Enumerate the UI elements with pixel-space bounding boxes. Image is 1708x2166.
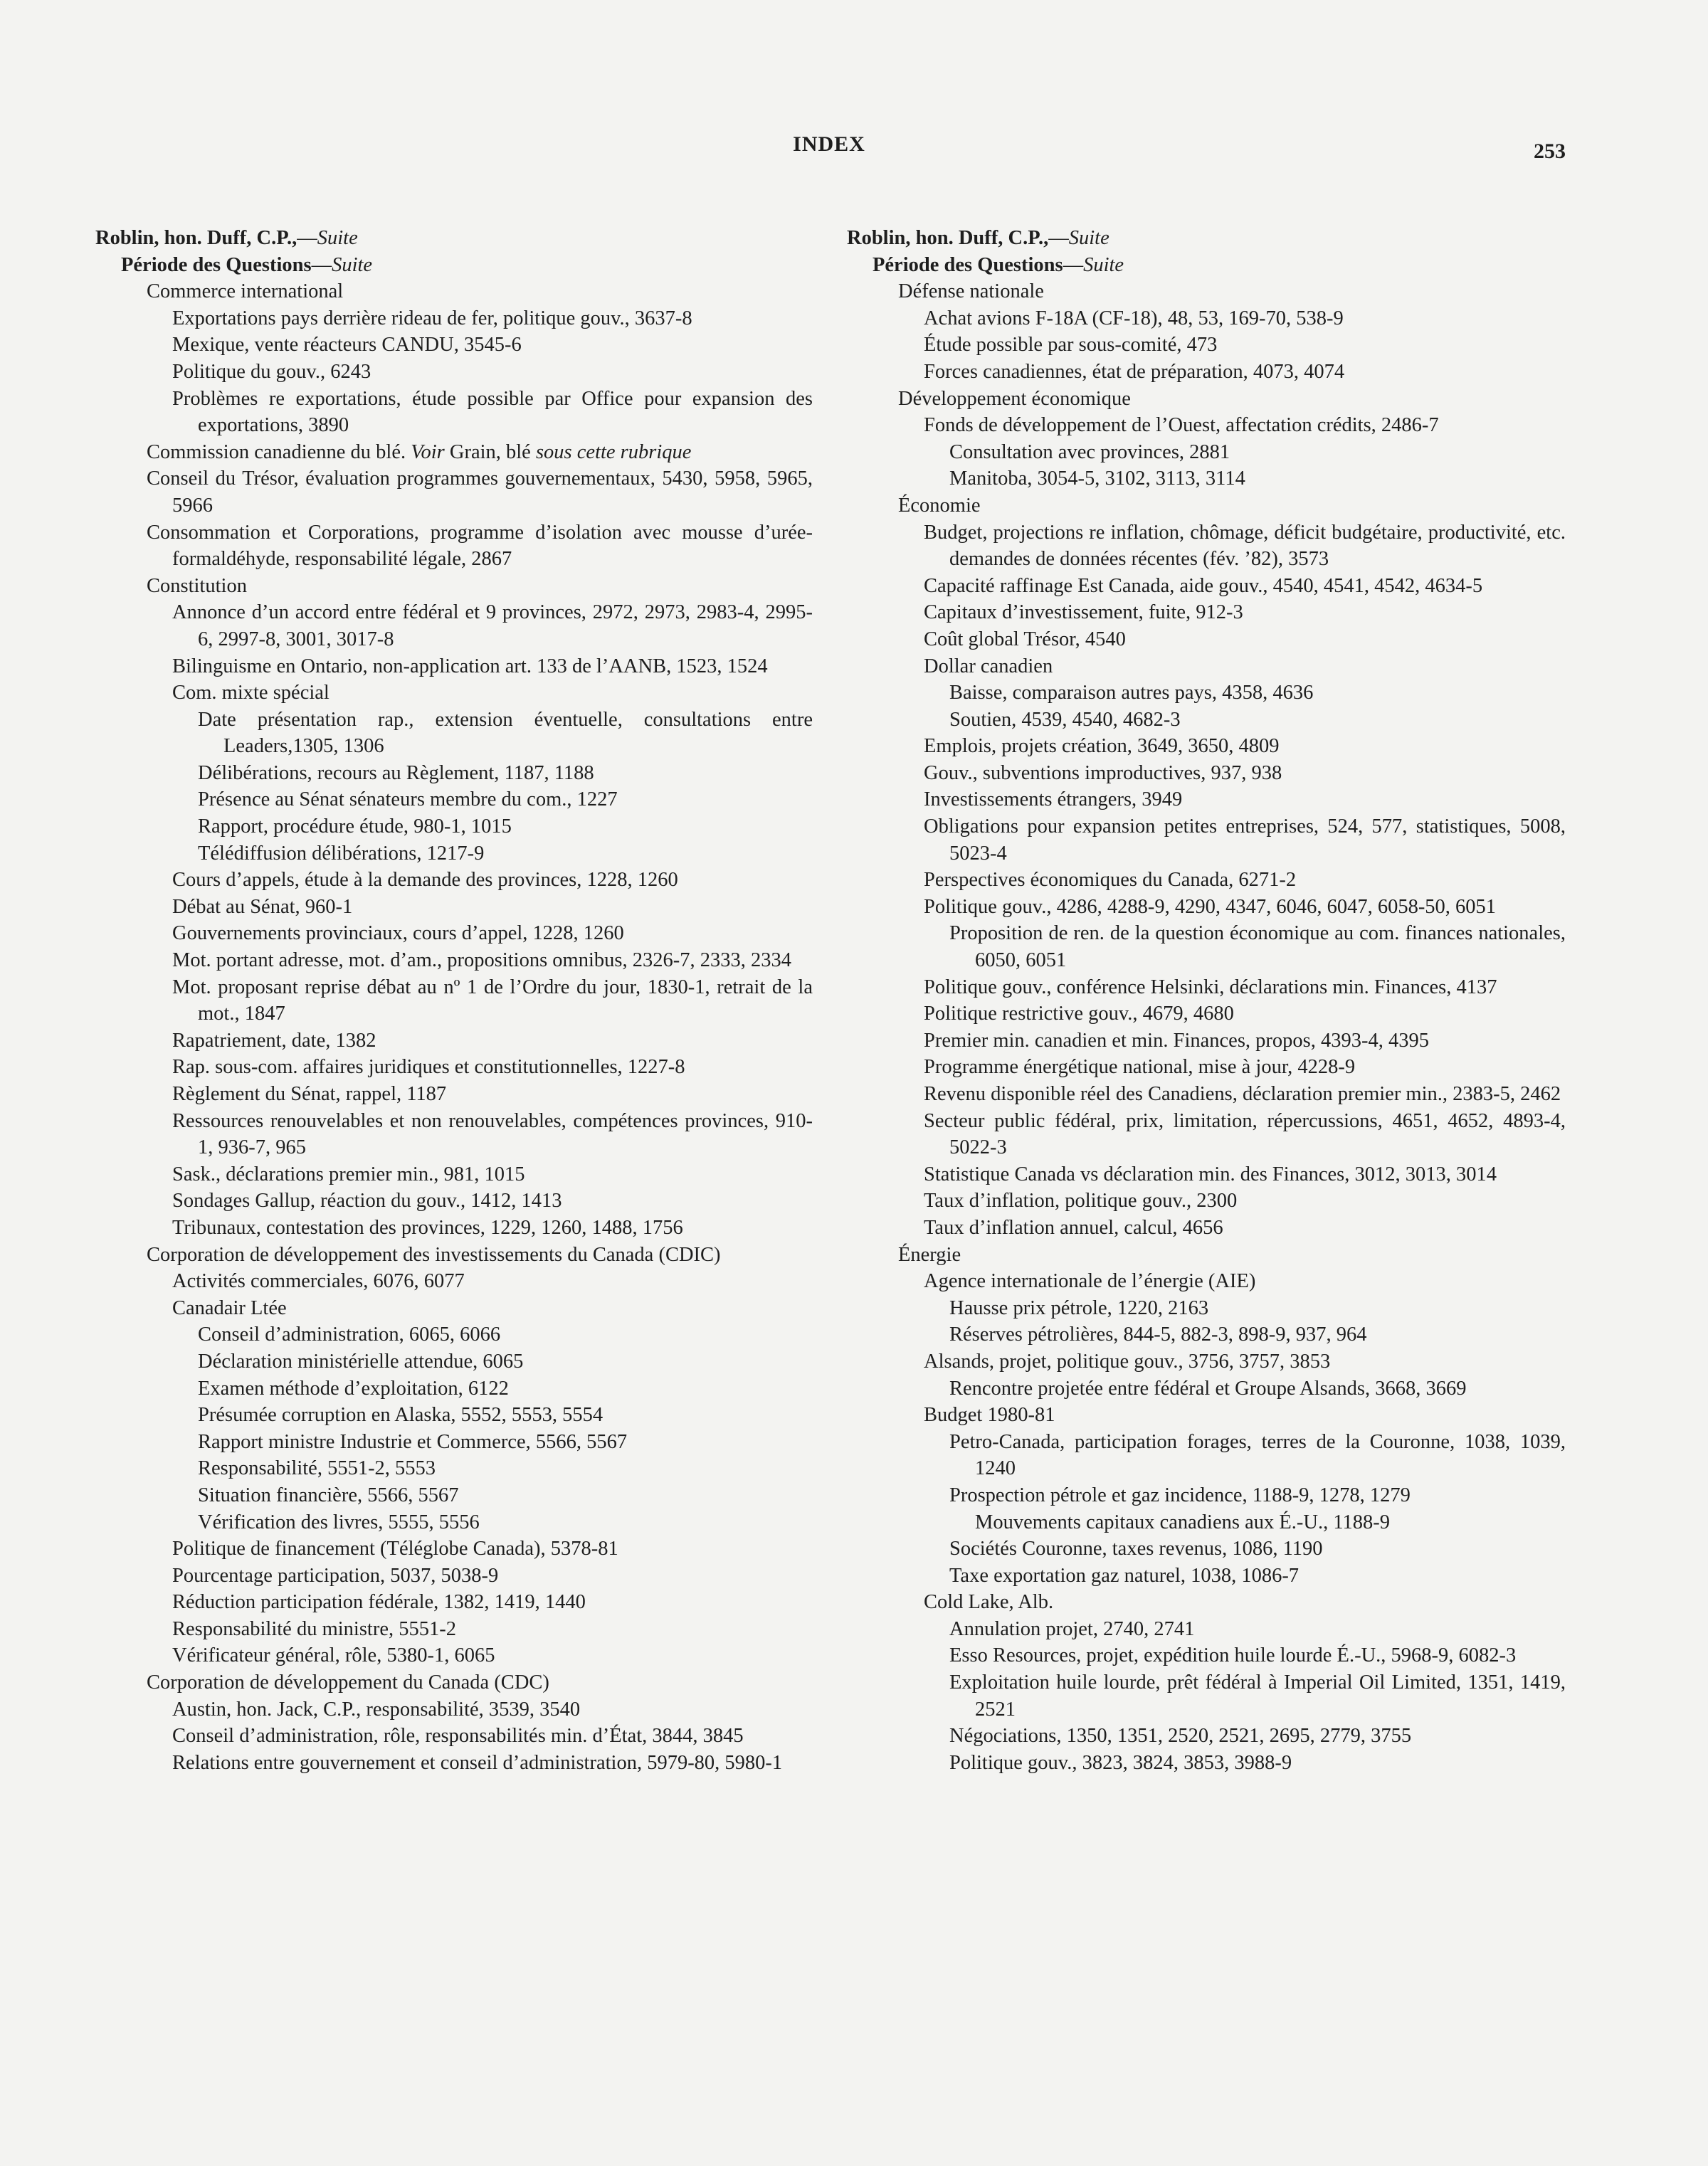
entry-text: Sask., déclarations premier min., 981, 1015 bbox=[172, 1163, 525, 1185]
index-entry bbox=[172, 653, 813, 680]
index-entry bbox=[147, 439, 813, 466]
entry-text: Rap. sous-com. affaires juridiques et constitutionnelles, 1227-8 bbox=[172, 1056, 685, 1079]
index-entry bbox=[924, 626, 1566, 653]
entry-text: Rapport ministre Industrie et Commerce, 5566, 5567 bbox=[198, 1430, 628, 1453]
entry-text: Obligations pour expansion petites entreprises, 524, 577, statistiques, 5008, 5023-4 bbox=[924, 815, 1566, 865]
index-entry bbox=[924, 1054, 1566, 1081]
index-entry bbox=[147, 1669, 813, 1696]
index-entry bbox=[198, 1321, 813, 1348]
index-entry bbox=[198, 840, 813, 867]
index-entry bbox=[949, 1482, 1566, 1509]
index-entry bbox=[949, 1669, 1566, 1723]
index-entry bbox=[172, 386, 813, 439]
entry-text: Exportations pays derrière rideau de fer, politique gouv., 3637-8 bbox=[172, 307, 692, 329]
index-entry bbox=[172, 1536, 813, 1563]
index-entry bbox=[172, 680, 813, 707]
entry-text: Déclaration ministérielle attendue, 6065 bbox=[198, 1350, 524, 1373]
index-entry bbox=[172, 894, 813, 921]
entry-text: — bbox=[1048, 227, 1069, 249]
entry-text: Problèmes re exportations, étude possible par Office pour expansion des exportations, 3890 bbox=[172, 387, 813, 437]
entry-text: Mot. portant adresse, mot. d’am., propositions omnibus, 2326-7, 2333, 2334 bbox=[172, 949, 791, 972]
index-entry bbox=[924, 1081, 1566, 1108]
entry-text: Revenu disponible réel des Canadiens, déclaration premier min., 2383-5, 2462 bbox=[924, 1083, 1561, 1105]
entry-text: Politique de financement (Téléglobe Canada), 5378-81 bbox=[172, 1538, 618, 1560]
entry-text: Annulation projet, 2740, 2741 bbox=[949, 1617, 1195, 1640]
entry-text: Voir bbox=[411, 440, 445, 463]
entry-text: Manitoba, 3054-5, 3102, 3113, 3114 bbox=[949, 467, 1245, 490]
index-entry bbox=[924, 1215, 1566, 1242]
index-entry bbox=[924, 1268, 1566, 1295]
entry-text: Étude possible par sous-comité, 473 bbox=[924, 334, 1218, 356]
entry-text: Examen méthode d’exploitation, 6122 bbox=[198, 1377, 509, 1400]
entry-text: Consommation et Corporations, programme d’isolation avec mousse d’urée-formaldéhyde, responsabilité légale, 2867 bbox=[147, 521, 813, 571]
entry-text: Pourcentage participation, 5037, 5038-9 bbox=[172, 1564, 499, 1587]
entry-text: Roblin, hon. Duff, C.P., bbox=[847, 227, 1049, 249]
entry-text: Taux d’inflation annuel, calcul, 4656 bbox=[924, 1216, 1223, 1239]
index-entry bbox=[924, 1402, 1566, 1429]
entry-text: Rencontre projetée entre fédéral et Groupe Alsands, 3668, 3669 bbox=[949, 1377, 1467, 1400]
entry-text: Responsabilité du ministre, 5551-2 bbox=[172, 1617, 456, 1640]
entry-text: Sondages Gallup, réaction du gouv., 1412, 1413 bbox=[172, 1190, 562, 1213]
index-entry bbox=[172, 1295, 813, 1322]
index-entry bbox=[924, 1000, 1566, 1027]
index-entry bbox=[147, 573, 813, 600]
index-entry bbox=[172, 1054, 813, 1081]
index-entry bbox=[147, 1242, 813, 1269]
index-entry bbox=[198, 786, 813, 813]
index-entry bbox=[949, 1616, 1566, 1643]
entry-text: Annonce d’un accord entre fédéral et 9 provinces, 2972, 2973, 2983-4, 2995-6, 2997-8, 3001, 3017-8 bbox=[172, 601, 813, 650]
index-entry bbox=[172, 1696, 813, 1723]
entry-text: — bbox=[297, 227, 317, 249]
index-entry bbox=[949, 920, 1566, 973]
index-entry bbox=[924, 1108, 1566, 1161]
entry-text: Exploitation huile lourde, prêt fédéral à Imperial Oil Limited, 1351, 1419, 2521 bbox=[949, 1671, 1566, 1721]
entry-text: Suite bbox=[317, 227, 358, 249]
entry-text: Énergie bbox=[898, 1243, 961, 1266]
entry-text: Politique gouv., 4286, 4288-9, 4290, 4347, 6046, 6047, 6058-50, 6051 bbox=[924, 895, 1497, 918]
index-heading bbox=[847, 225, 1566, 252]
index-entry bbox=[172, 1108, 813, 1161]
entry-text: Budget, projections re inflation, chômage, déficit budgétaire, productivité, etc. demandes de données récentes (fév. ’82), 3573 bbox=[924, 521, 1566, 571]
entry-text: Responsabilité, 5551-2, 5553 bbox=[198, 1457, 436, 1480]
entry-text: Taux d’inflation, politique gouv., 2300 bbox=[924, 1190, 1238, 1213]
entry-text: Économie bbox=[898, 494, 981, 517]
index-entry bbox=[949, 1563, 1566, 1590]
entry-text: Forces canadiennes, état de préparation, 4073, 4074 bbox=[924, 360, 1345, 383]
index-entry bbox=[172, 1589, 813, 1616]
entry-text: Alsands, projet, politique gouv., 3756, 3757, 3853 bbox=[924, 1350, 1331, 1373]
index-entry bbox=[172, 1642, 813, 1669]
entry-text: Développement économique bbox=[898, 387, 1131, 410]
index-entry bbox=[924, 412, 1566, 439]
entry-text: Délibérations, recours au Règlement, 1187, 1188 bbox=[198, 761, 594, 784]
entry-text: Gouv., subventions improductives, 937, 938 bbox=[924, 761, 1282, 784]
entry-text: Conseil d’administration, 6065, 6066 bbox=[198, 1324, 501, 1346]
index-entry bbox=[172, 1268, 813, 1295]
index-entry bbox=[172, 1215, 813, 1242]
index-entry bbox=[172, 332, 813, 359]
index-entry bbox=[924, 305, 1566, 332]
index-entry bbox=[924, 1161, 1566, 1188]
entry-text: Mot. proposant reprise débat au nº 1 de l’Ordre du jour, 1830-1, retrait de la mot., 1847 bbox=[172, 976, 813, 1025]
entry-text: Conseil du Trésor, évaluation programmes gouvernementaux, 5430, 5958, 5965, 5966 bbox=[147, 467, 813, 517]
entry-text: — bbox=[311, 253, 332, 276]
entry-text: Règlement du Sénat, rappel, 1187 bbox=[172, 1083, 447, 1105]
entry-text: Roblin, hon. Duff, C.P., bbox=[95, 227, 297, 249]
index-entry bbox=[924, 519, 1566, 573]
entry-text: Bilinguisme en Ontario, non-application art. 133 de l’AANB, 1523, 1524 bbox=[172, 655, 768, 677]
entry-text: Commerce international bbox=[147, 280, 344, 303]
entry-text: Com. mixte spécial bbox=[172, 682, 330, 704]
entry-text: Fonds de développement de l’Ouest, affectation crédits, 2486-7 bbox=[924, 414, 1439, 437]
index-entry bbox=[924, 786, 1566, 813]
entry-text: Ressources renouvelables et non renouvelables, compétences provinces, 910-1, 936-7, 965 bbox=[172, 1109, 813, 1159]
entry-text: Corporation de développement du Canada (CDC) bbox=[147, 1671, 549, 1694]
index-entry bbox=[172, 305, 813, 332]
entry-text: Mouvements capitaux canadiens aux É.-U., 1188-9 bbox=[975, 1511, 1391, 1533]
entry-text: Réduction participation fédérale, 1382, 1419, 1440 bbox=[172, 1591, 586, 1614]
left-column bbox=[95, 225, 813, 1776]
index-entry bbox=[172, 1027, 813, 1055]
index-entry bbox=[949, 1321, 1566, 1348]
entry-text: Agence internationale de l’énergie (AIE) bbox=[924, 1270, 1256, 1293]
index-entry bbox=[198, 1482, 813, 1509]
index-entry bbox=[924, 867, 1566, 894]
index-entry bbox=[924, 894, 1566, 921]
index-entry bbox=[198, 760, 813, 787]
entry-text: Petro-Canada, participation forages, terres de la Couronne, 1038, 1039, 1240 bbox=[949, 1430, 1566, 1480]
entry-text: Suite bbox=[1083, 253, 1124, 276]
entry-text: Statistique Canada vs déclaration min. des Finances, 3012, 3013, 3014 bbox=[924, 1163, 1497, 1185]
entry-text: — bbox=[1063, 253, 1084, 276]
entry-text: Tribunaux, contestation des provinces, 1229, 1260, 1488, 1756 bbox=[172, 1216, 683, 1239]
index-entry bbox=[172, 1188, 813, 1215]
entry-text: sous cette rubrique bbox=[535, 440, 692, 463]
entry-text: Taxe exportation gaz naturel, 1038, 1086-7 bbox=[949, 1564, 1300, 1587]
entry-text: Rapport, procédure étude, 980-1, 1015 bbox=[198, 815, 512, 838]
index-entry bbox=[198, 1348, 813, 1375]
index-entry bbox=[949, 707, 1566, 734]
index-entry bbox=[949, 1750, 1566, 1777]
index-entry bbox=[924, 1188, 1566, 1215]
index-entry bbox=[924, 599, 1566, 626]
index-entry bbox=[147, 465, 813, 519]
entry-text: Budget 1980-81 bbox=[924, 1404, 1055, 1427]
index-entry bbox=[172, 947, 813, 974]
index-entry bbox=[898, 278, 1566, 305]
entry-text: Cold Lake, Alb. bbox=[924, 1591, 1054, 1614]
entry-text: Cours d’appels, étude à la demande des provinces, 1228, 1260 bbox=[172, 869, 678, 892]
index-entry bbox=[198, 1455, 813, 1482]
index-entry bbox=[924, 573, 1566, 600]
entry-text: Commission canadienne du blé. bbox=[147, 440, 411, 463]
index-entry bbox=[198, 1375, 813, 1402]
index-entry bbox=[924, 974, 1566, 1001]
entry-text: Présence au Sénat sénateurs membre du com., 1227 bbox=[198, 788, 618, 811]
index-entry bbox=[198, 1402, 813, 1429]
entry-text: Corporation de développement des investissements du Canada (CDIC) bbox=[147, 1243, 721, 1266]
entry-text: Vérification des livres, 5555, 5556 bbox=[198, 1511, 480, 1533]
entry-text: Soutien, 4539, 4540, 4682-3 bbox=[949, 708, 1181, 731]
entry-text: Programme énergétique national, mise à jour, 4228-9 bbox=[924, 1056, 1356, 1079]
index-entry bbox=[949, 1723, 1566, 1750]
index-entry bbox=[172, 867, 813, 894]
index-entry bbox=[898, 386, 1566, 413]
index-entry bbox=[198, 813, 813, 840]
index-entry bbox=[924, 1348, 1566, 1375]
index-entry bbox=[949, 1295, 1566, 1322]
index-entry bbox=[924, 813, 1566, 867]
entry-text: Secteur public fédéral, prix, limitation, répercussions, 4651, 4652, 4893-4, 5022-3 bbox=[924, 1109, 1566, 1159]
index-entry bbox=[898, 492, 1566, 519]
index-entry bbox=[949, 1429, 1566, 1482]
index-entry bbox=[924, 332, 1566, 359]
index-entry bbox=[198, 1429, 813, 1456]
index-entry bbox=[924, 733, 1566, 760]
index-entry bbox=[147, 519, 813, 573]
right-column bbox=[847, 225, 1566, 1776]
index-entry bbox=[172, 599, 813, 653]
index-entry bbox=[172, 1161, 813, 1188]
entry-text: Constitution bbox=[147, 574, 247, 597]
page-number: 253 bbox=[1534, 139, 1566, 163]
index-entry bbox=[924, 760, 1566, 787]
entry-text: Grain, blé bbox=[444, 440, 536, 463]
entry-text: Coût global Trésor, 4540 bbox=[924, 628, 1126, 650]
index-entry bbox=[898, 1242, 1566, 1269]
entry-text: Débat au Sénat, 960-1 bbox=[172, 895, 353, 918]
entry-text: Gouvernements provinciaux, cours d’appel, 1228, 1260 bbox=[172, 922, 624, 945]
index-entry bbox=[949, 465, 1566, 492]
entry-text: Politique restrictive gouv., 4679, 4680 bbox=[924, 1003, 1234, 1025]
entry-text: Proposition de ren. de la question économique au com. finances nationales, 6050, 6051 bbox=[949, 922, 1566, 972]
entry-text: Négociations, 1350, 1351, 2520, 2521, 2695, 2779, 3755 bbox=[949, 1725, 1412, 1748]
entry-text: Suite bbox=[1068, 227, 1109, 249]
page-title: INDEX bbox=[793, 132, 865, 156]
entry-text: Politique gouv., conférence Helsinki, déclarations min. Finances, 4137 bbox=[924, 976, 1497, 998]
entry-text: Hausse prix pétrole, 1220, 2163 bbox=[949, 1296, 1209, 1319]
entry-text: Emplois, projets création, 3649, 3650, 4809 bbox=[924, 735, 1280, 758]
entry-text: Sociétés Couronne, taxes revenus, 1086, 1190 bbox=[949, 1538, 1323, 1560]
index-entry bbox=[121, 252, 813, 279]
entry-text: Mexique, vente réacteurs CANDU, 3545-6 bbox=[172, 334, 522, 356]
entry-text: Vérificateur général, rôle, 5380-1, 6065 bbox=[172, 1644, 495, 1667]
entry-text: Baisse, comparaison autres pays, 4358, 4636 bbox=[949, 682, 1314, 704]
entry-text: Suite bbox=[332, 253, 373, 276]
index-entry bbox=[172, 359, 813, 386]
index-entry bbox=[147, 278, 813, 305]
entry-text: Esso Resources, projet, expédition huile lourde É.-U., 5968-9, 6082-3 bbox=[949, 1644, 1517, 1667]
index-entry bbox=[924, 359, 1566, 386]
entry-text: Austin, hon. Jack, C.P., responsabilité, 3539, 3540 bbox=[172, 1698, 581, 1721]
entry-text: Perspectives économiques du Canada, 6271-2 bbox=[924, 869, 1297, 892]
index-entry bbox=[172, 1723, 813, 1750]
entry-text: Présumée corruption en Alaska, 5552, 5553, 5554 bbox=[198, 1404, 603, 1427]
entry-text: Période des Questions bbox=[873, 253, 1063, 276]
index-entry bbox=[198, 707, 813, 760]
index-entry bbox=[172, 1081, 813, 1108]
entry-text: Politique gouv., 3823, 3824, 3853, 3988-9 bbox=[949, 1751, 1292, 1774]
index-entry bbox=[924, 653, 1566, 680]
entry-text: Consultation avec provinces, 2881 bbox=[949, 440, 1230, 463]
entry-text: Activités commerciales, 6076, 6077 bbox=[172, 1270, 465, 1293]
entry-text: Politique du gouv., 6243 bbox=[172, 360, 371, 383]
index-entry bbox=[172, 920, 813, 947]
entry-text: Prospection pétrole et gaz incidence, 1188-9, 1278, 1279 bbox=[949, 1484, 1411, 1506]
entry-text: Réserves pétrolières, 844-5, 882-3, 898-9, 937, 964 bbox=[949, 1324, 1367, 1346]
entry-text: Investissements étrangers, 3949 bbox=[924, 788, 1183, 811]
entry-text: Premier min. canadien et min. Finances, propos, 4393-4, 4395 bbox=[924, 1029, 1429, 1052]
entry-text: Dollar canadien bbox=[924, 655, 1053, 677]
index-entry bbox=[949, 1375, 1566, 1402]
entry-text: Situation financière, 5566, 5567 bbox=[198, 1484, 459, 1506]
index-entry bbox=[949, 1536, 1566, 1563]
entry-text: Rapatriement, date, 1382 bbox=[172, 1029, 376, 1052]
entry-text: Date présentation rap., extension éventuelle, consultations entre Leaders,1305, 1306 bbox=[198, 708, 813, 758]
index-heading bbox=[95, 225, 813, 252]
index-entry bbox=[198, 1509, 813, 1536]
index-entry bbox=[949, 1642, 1566, 1669]
entry-text: Période des Questions bbox=[121, 253, 312, 276]
index-entry bbox=[172, 1750, 813, 1777]
entry-text: Capacité raffinage Est Canada, aide gouv., 4540, 4541, 4542, 4634-5 bbox=[924, 574, 1483, 597]
index-entry bbox=[975, 1509, 1566, 1536]
index-entry bbox=[873, 252, 1566, 279]
entry-text: Télédiffusion délibérations, 1217-9 bbox=[198, 842, 485, 865]
entry-text: Relations entre gouvernement et conseil d’administration, 5979-80, 5980-1 bbox=[172, 1751, 783, 1774]
entry-text: Achat avions F-18A (CF-18), 48, 53, 169-70, 538-9 bbox=[924, 307, 1344, 329]
index-entry bbox=[172, 1563, 813, 1590]
entry-text: Conseil d’administration, rôle, responsabilités min. d’État, 3844, 3845 bbox=[172, 1725, 744, 1748]
index-entry bbox=[172, 1616, 813, 1643]
index-entry bbox=[172, 974, 813, 1027]
index-entry bbox=[924, 1589, 1566, 1616]
index-entry bbox=[949, 439, 1566, 466]
index-entry bbox=[924, 1027, 1566, 1055]
entry-text: Capitaux d’investissement, fuite, 912-3 bbox=[924, 601, 1243, 624]
entry-text: Canadair Ltée bbox=[172, 1296, 287, 1319]
entry-text: Défense nationale bbox=[898, 280, 1044, 303]
index-entry bbox=[949, 680, 1566, 707]
